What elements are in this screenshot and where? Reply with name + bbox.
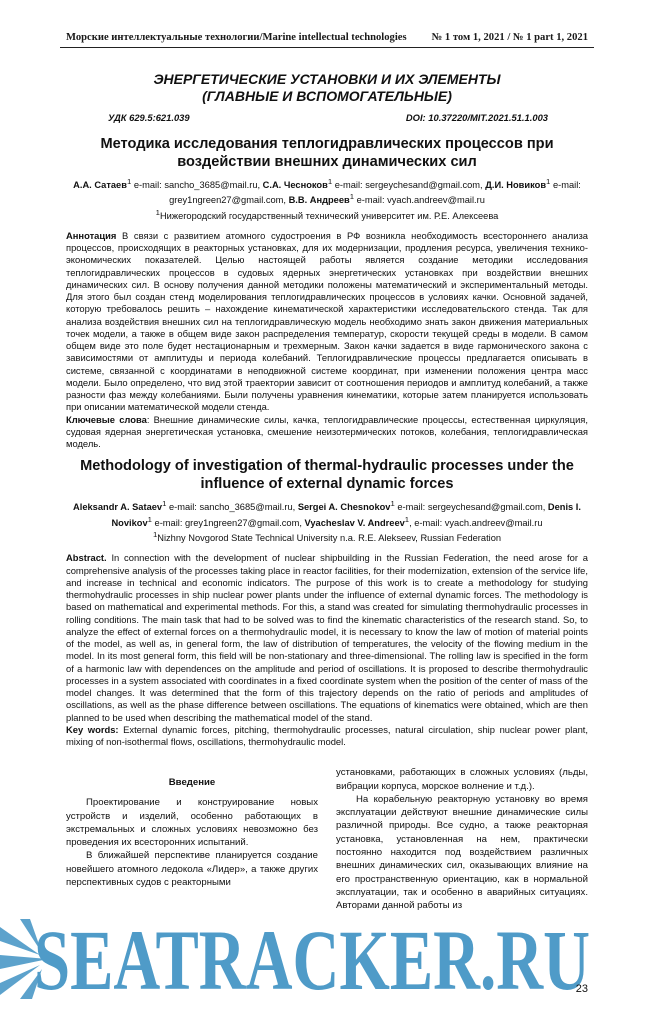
identifiers bbox=[66, 112, 588, 124]
article-title-en: Methodology of investigation of thermal-hydraulic processes under the influence of external dynamic forces bbox=[80, 458, 574, 492]
author-email: e-mail: grey1ngreen27@gmail.com, bbox=[151, 517, 305, 528]
author-email: e-mail: sancho_3685@mail.ru, bbox=[131, 180, 263, 191]
author-sup: 1 bbox=[162, 499, 167, 509]
keywords-en: External dynamic forces, pitching, thermohydraulic processes, natural circulation, ship nuclear power plant, mixing of non-isothermal flows, oscillations, thermohydraulic model. bbox=[66, 723, 588, 748]
affiliation-sup: 1 bbox=[155, 207, 160, 217]
author-email: e-mail: sergeychesand@gmail.com, bbox=[394, 502, 548, 513]
intro-paragraph: Проектирование и конструирование новых устройств и изделий, особенно работающих в экстремальных и сложных условиях невозможно без проведения их всесторонних испытаний. bbox=[66, 797, 318, 849]
header-rule bbox=[60, 47, 594, 48]
intro-paragraph: На корабельную реакторную установку во время эксплуатации действуют внешние динамические силы различной природы. Все судно, а также реакторная установка, установленная на нем, практически постоянно находится под воздействием различных внешних динамических сил, оказывающих влияние на его пространственную ориентацию, как в нормальной эксплуатации, так и особенно в аварийных ситуациях. Авторами данной работы из bbox=[336, 793, 588, 912]
abstract-text-ru: В связи с развитием атомного судостроения в РФ возникла необходимость всестороннего анализа процессов, происходящих в реакторных установках, для их модернизации, продления ресурса, увеличения технико-экономических показателей. Целью настоящей работы является создание методики исследования теплогидравлических процессов в судовых ядерных энергетических установках при воздействии внешних динамических сил. В основу получения данной методики положены математический и экспериментальный методы. Для этого был создан стенд моделирования теплогидравлических процессов в условиях качки. Основной задачей, которую требовалось решить – нахождение кинематической характеристики исследовательского стенда. Так для анализа воздействия внешних сил на теплогидравлическую модель необходимо знать закон движения материальных точек модели, а также в общем виде закон распределения температур, скорости текущей среды в модели. В самом общем виде это поле будет нестационарным и трехмерным. Закон качки задается в виде гармонического закона с зависимостями от амплитуды и периода колебаний. Теплогидравлические процессы предлагается описывать в системе, связанной с координатами в неподвижной системе координат, при изменении положения центра масс модели. Было определено, что вид этой траектории зависит от соотношения периодов и амплитуд колебаний, а также разности фаз между колебаниями. Были получены уравнения кинематики, которые затем планируется использовать при описании математической модели стенда. bbox=[66, 229, 588, 413]
doi: DOI: 10.37220/MIT.2021.51.1.003 bbox=[405, 112, 548, 123]
author-name: Д.И. Новиков bbox=[485, 180, 547, 191]
keywords-label-ru: Ключевые слова bbox=[66, 413, 147, 425]
author-name: С.А. Чесноков bbox=[262, 180, 328, 191]
affiliation-sup: 1 bbox=[152, 529, 158, 539]
author-email: e-mail: grey1ngreen27@gmail.com, bbox=[169, 180, 581, 206]
journal-name: Морские интеллектуальные технологии/Marine intellectual technologies bbox=[66, 32, 407, 43]
abstract-ru bbox=[66, 230, 588, 451]
author-sup: 1 bbox=[126, 177, 132, 186]
affiliation-en: Nizhny Novgorod State Technical University n.a. R.E. Alekseev, Russian Federation bbox=[157, 533, 502, 544]
authors-ru bbox=[66, 176, 588, 222]
keywords-label-en: Key words: bbox=[66, 723, 119, 735]
author-email: e-mail: vyach.andreev@mail.ru bbox=[354, 195, 485, 206]
author-name: А.А. Сатаев bbox=[73, 180, 127, 191]
watermark-text: SEATRACKER.RU bbox=[34, 918, 590, 999]
page-footer bbox=[34, 918, 590, 999]
author-sup: 1 bbox=[147, 514, 152, 524]
intro-paragraph: установками, работающих в сложных условиях (льды, вибрации корпуса, морское волнение и т.д.). bbox=[336, 767, 588, 792]
intro-paragraph: В ближайшей перспективе планируется создание новейшего атомного ледокола «Лидер», а также других перспективных судов с реакторными bbox=[66, 850, 318, 889]
issue-number: № 1 том 1, 2021 / № 1 part 1, 2021 bbox=[431, 32, 588, 43]
authors-en bbox=[66, 498, 588, 544]
author-sup: 1 bbox=[327, 177, 333, 186]
page-number: 23 bbox=[575, 982, 588, 995]
author-name: Denis I. Novikov bbox=[111, 502, 581, 528]
intro-right-column bbox=[336, 766, 588, 912]
section-title-line1: ЭНЕРГЕТИЧЕСКИЕ УСТАНОВКИ И ИХ ЭЛЕМЕНТЫ bbox=[153, 71, 501, 87]
author-name: Sergei A. Chesnokov bbox=[297, 502, 391, 513]
author-sup: 1 bbox=[390, 499, 395, 509]
intro-heading: Введение bbox=[168, 777, 216, 789]
author-sup: 1 bbox=[546, 177, 551, 186]
abstract-label-en: Abstract. bbox=[66, 552, 107, 564]
author-name: Vyacheslav V. Andreev bbox=[304, 517, 405, 528]
article-title-ru: Методика исследования теплогидравлических процессов при воздействии внешних динамических сил bbox=[100, 136, 554, 170]
intro-columns bbox=[66, 766, 588, 912]
author-sup: 1 bbox=[349, 192, 355, 202]
keywords-ru: : Внешние динамические силы, качка, теплогидравлические процессы, естественная циркуляция, судовая ядерная энергетическая установка, смешение неизотермических потоков, колебания, теплогидравлическая модель. bbox=[66, 413, 588, 450]
intro-left-column bbox=[66, 766, 318, 912]
author-email: e-mail: sancho_3685@mail.ru, bbox=[166, 502, 298, 513]
udk-code: УДК 629.5:621.039 bbox=[108, 112, 190, 123]
watermark bbox=[34, 919, 594, 999]
author-email: e-mail: sergeychesand@gmail.com, bbox=[332, 180, 486, 191]
section-title bbox=[66, 71, 588, 105]
author-name: В.В. Андреев bbox=[288, 195, 350, 206]
author-sup: 1 bbox=[404, 514, 410, 524]
abstract-label-ru: Аннотация bbox=[66, 229, 117, 241]
abstract-text-en: In connection with the development of nuclear shipbuilding in the Russian Federation, the need arose for a comprehensive analysis of the processes taking place in reactor facilities, for their modernization, extension of the service life, and increase in technical and economic indicators. The purpose of this work is to create a methodology for studying thermohydraulic processes in ship nuclear power plants under the influence of external dynamic forces. The methodology is based on mathematical and experimental methods. For this, a stand was created for simulating thermohydraulic processes in rolling conditions. The main task that had to be solved was to find the kinematic characteristics of the research stand. So, to analyze the effect of external forces on a thermohydraulic model, it is necessary to know the law of motion of material points of the model, as well as, in general form, the law of distribution of temperatures, the velocity of the flowing medium in the model. In its most general form, this field will be non-stationary and three-dimensional. The rolling law is specified in the form of a harmonic law with dependences on the amplitude and period of oscillations. It is proposed to describe thermohydraulic processes in a system associated with coordinates in a fixed coordinate system when the position of the center of mass of the model changes. It was determined that the form of this trajectory depends on the ratio of periods and amplitudes of oscillations, as well as the phase difference between oscillations. The equations of kinematics were obtained, which are then planned to be used when describing the mathematical model of the stand. bbox=[66, 552, 588, 723]
abstract-en bbox=[66, 552, 588, 748]
affiliation-ru: Нижегородский государственный технический университет им. Р.Е. Алексеева bbox=[159, 210, 499, 221]
section-title-line2: (ГЛАВНЫЕ И ВСПОМОГАТЕЛЬНЫЕ) bbox=[202, 88, 452, 104]
author-name: Aleksandr A. Sataev bbox=[73, 502, 163, 513]
author-email: , e-mail: vyach.andreev@mail.ru bbox=[409, 517, 543, 528]
running-header bbox=[66, 31, 588, 44]
